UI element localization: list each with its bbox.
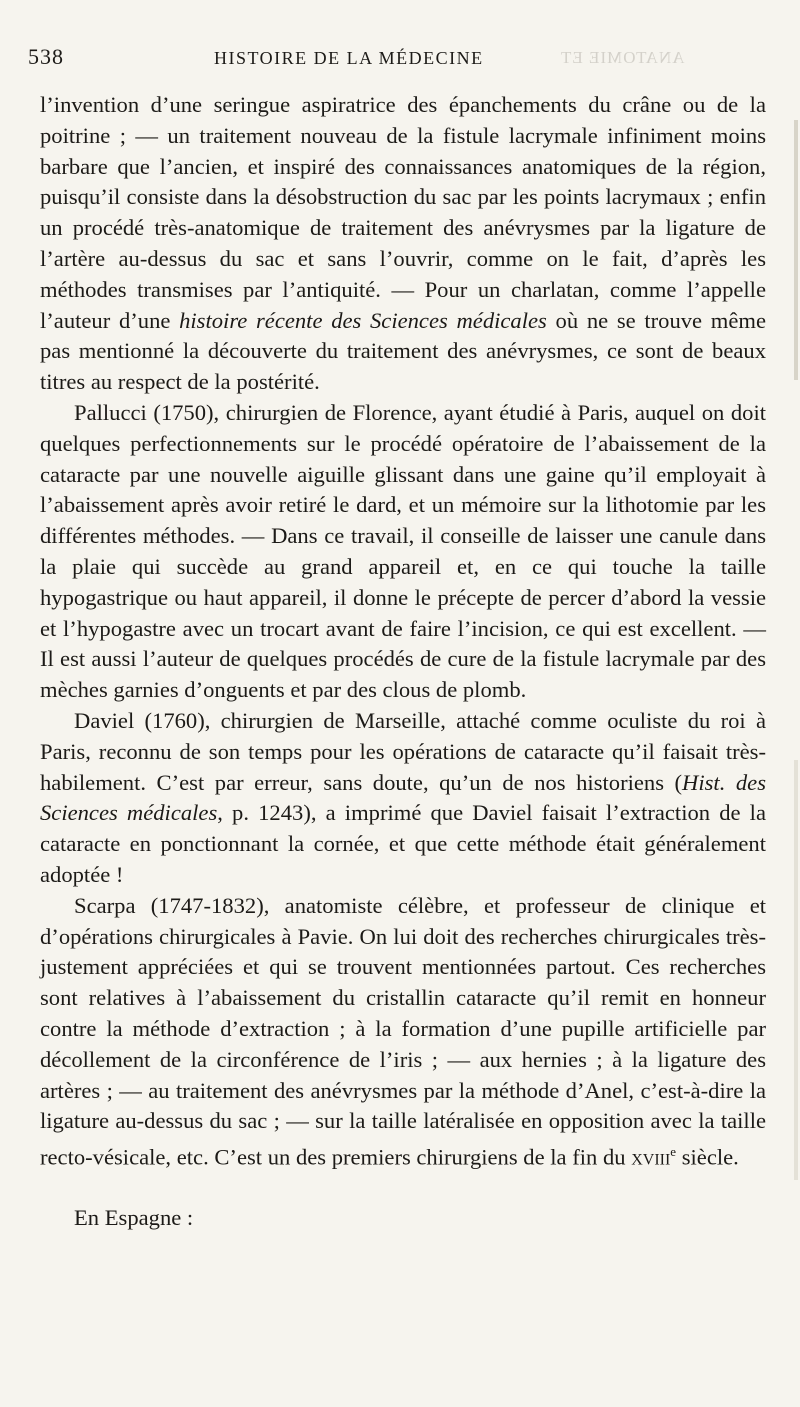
page-header <box>28 44 772 74</box>
paragraph-continuation: l’invention d’une seringue aspiratrice des épanchements du crâne ou de la poitrine ; — un traitement nouveau de la fistule lacrymale infiniment moins barbare que l’ancien, et inspiré des connaissances anatomiques de la région, puisqu’il consiste dans la désobstruction du sac par les points lacrymaux ; enfin un procédé très-anatomique de traitement des anévrysmes par la ligature de l’artère au-dessus du sac et sans l’ouvrir, comme on le fait, d’après les méthodes transmises par l’antiquité. — Pour un charlatan, comme l’appelle l’auteur d’une histoire récente des Sciences médicales où ne se trouve même pas mentionné la découverte du traitement des anévrysmes, ce sont de beaux titres au respect de la postérité. <box>40 92 766 395</box>
page-number: 538 <box>28 44 64 69</box>
page-edge-shadow <box>794 760 798 1180</box>
page-edge-shadow <box>794 120 798 380</box>
paragraph-daviel: Daviel (1760), chirurgien de Marseille, attaché comme oculiste du roi à Paris, reconnu de son temps pour les opérations de cataracte qu’il faisait très-habilement. C’est par erreur, sans doute, qu’un de nos historiens (Hist. des Sciences médicales, p. 1243), a imprimé que Daviel faisait l’extraction de la cataracte en ponctionnant la cornée, et que cette méthode était généralement adoptée ! <box>40 707 766 887</box>
paragraph-scarpa: Scarpa (1747-1832), anatomiste célèbre, et professeur de clinique et d’opérations chirurgicales à Pavie. On lui doit des recherches chirurgicales très-justement appréciées et qui se trouvent mentionnées partout. Ces recherches sont relatives à l’abaissement du cristallin cataracte qu’il remit en honneur contre la méthode d’extraction ; à la formation d’une pupille artificielle par décollement de la circonférence de l’iris ; — aux hernies ; à la ligature des artères ; — au traitement des anévrysmes par la méthode d’Anel, c’est-à-dire la ligature au-dessus du sac ; — sur la taille latéralisée en opposition avec la taille recto-vésicale, etc. C’est un des premiers chirurgiens de la fin du xviii$^e$ siècle. <box>40 892 766 1170</box>
bleed-through-text: ANATOMIE ET <box>560 48 685 67</box>
body-text <box>40 90 766 1234</box>
paragraph-pallucci: Pallucci (1750), chirurgien de Florence, ayant étudié à Paris, auquel on doit quelques perfectionnements sur le procédé opératoire de l’abaissement de la cataracte par une nouvelle aiguille glissant dans une gaine qu’il employait à l’abaissement après avoir retiré le dard, et un mémoire sur la lithotomie par les différentes méthodes. — Dans ce travail, il conseille de laisser une canule dans la plaie qui succède au grand appareil et, en ce qui touche la taille hypogastrique ou haut appareil, il donne le précepte de percer d’abord la vessie et l’hypogastre avec un trocart avant de faire l’incision, ce qui est excellent. — Il est aussi l’auteur de quelques procédés de cure de la fistule lacrymale par des mèches garnies d’onguents et par des clous de plomb. <box>40 399 766 703</box>
section-heading-espagne: En Espagne : <box>74 1205 194 1231</box>
running-head: HISTOIRE DE LA MÉDECINE <box>214 48 484 68</box>
